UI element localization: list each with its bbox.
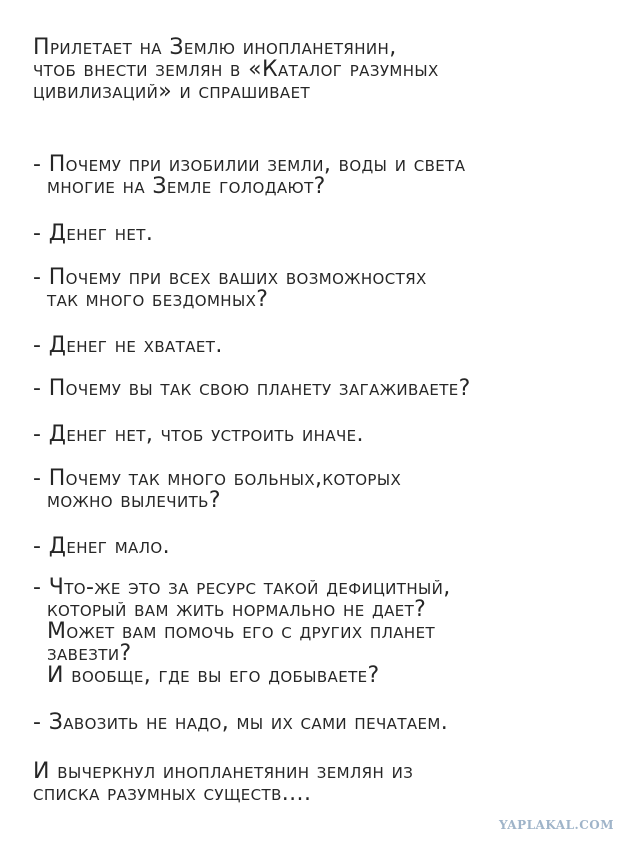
text-line: - Что-же это за ресурс такой дефицитный, [33,575,451,600]
text-line: - Денег не хватает. [33,333,223,358]
text-line: - Почему вы так свою планету загаживаете? [33,376,471,401]
text-line: - Денег нет. [33,221,154,246]
watermark: YAPLAKAL.COM [498,818,614,832]
text-line: - Завозить не надо, мы их сами печатаем. [33,710,449,735]
question-3 [33,378,471,400]
text-line: И вообще, где вы его добываете? [47,663,380,688]
question-2 [33,267,427,311]
text-line: многие на Земле голодают? [47,174,326,199]
answer-5 [33,712,448,734]
answer-4 [33,536,170,558]
answer-3 [33,424,364,446]
text-line: - Почему при изобилии земли, воды и света [33,152,466,177]
text-line: - Денег мало. [33,534,170,559]
text-line: так много бездомных? [47,287,269,312]
question-5 [33,577,451,687]
text-line: завезти? [47,641,132,666]
text-line: - Денег нет, чтоб устроить иначе. [33,422,364,447]
text-line: - Почему при всех ваших возможностях [33,265,427,290]
text-line: Прилетает на Землю инопланетянин, [33,35,397,60]
answer-1 [33,223,153,245]
text-line: - Почему так много больных,которых [33,466,402,491]
text-line: чтоб внести землян в «Каталог разумных [33,57,439,82]
text-line: можно вылечить? [47,488,221,513]
text-line: цивилизаций» и спрашивает [33,79,311,104]
text-line: И вычеркнул инопланетянин землян из [33,759,414,784]
text-line: Может вам помочь его с других планет [47,619,436,644]
text-line: списка разумных существ.... [33,781,312,806]
text-line: который вам жить нормально не дает? [47,597,427,622]
intro-paragraph [33,37,439,103]
question-1 [33,154,465,198]
answer-2 [33,335,223,357]
outro-paragraph [33,761,413,805]
question-4 [33,468,401,512]
